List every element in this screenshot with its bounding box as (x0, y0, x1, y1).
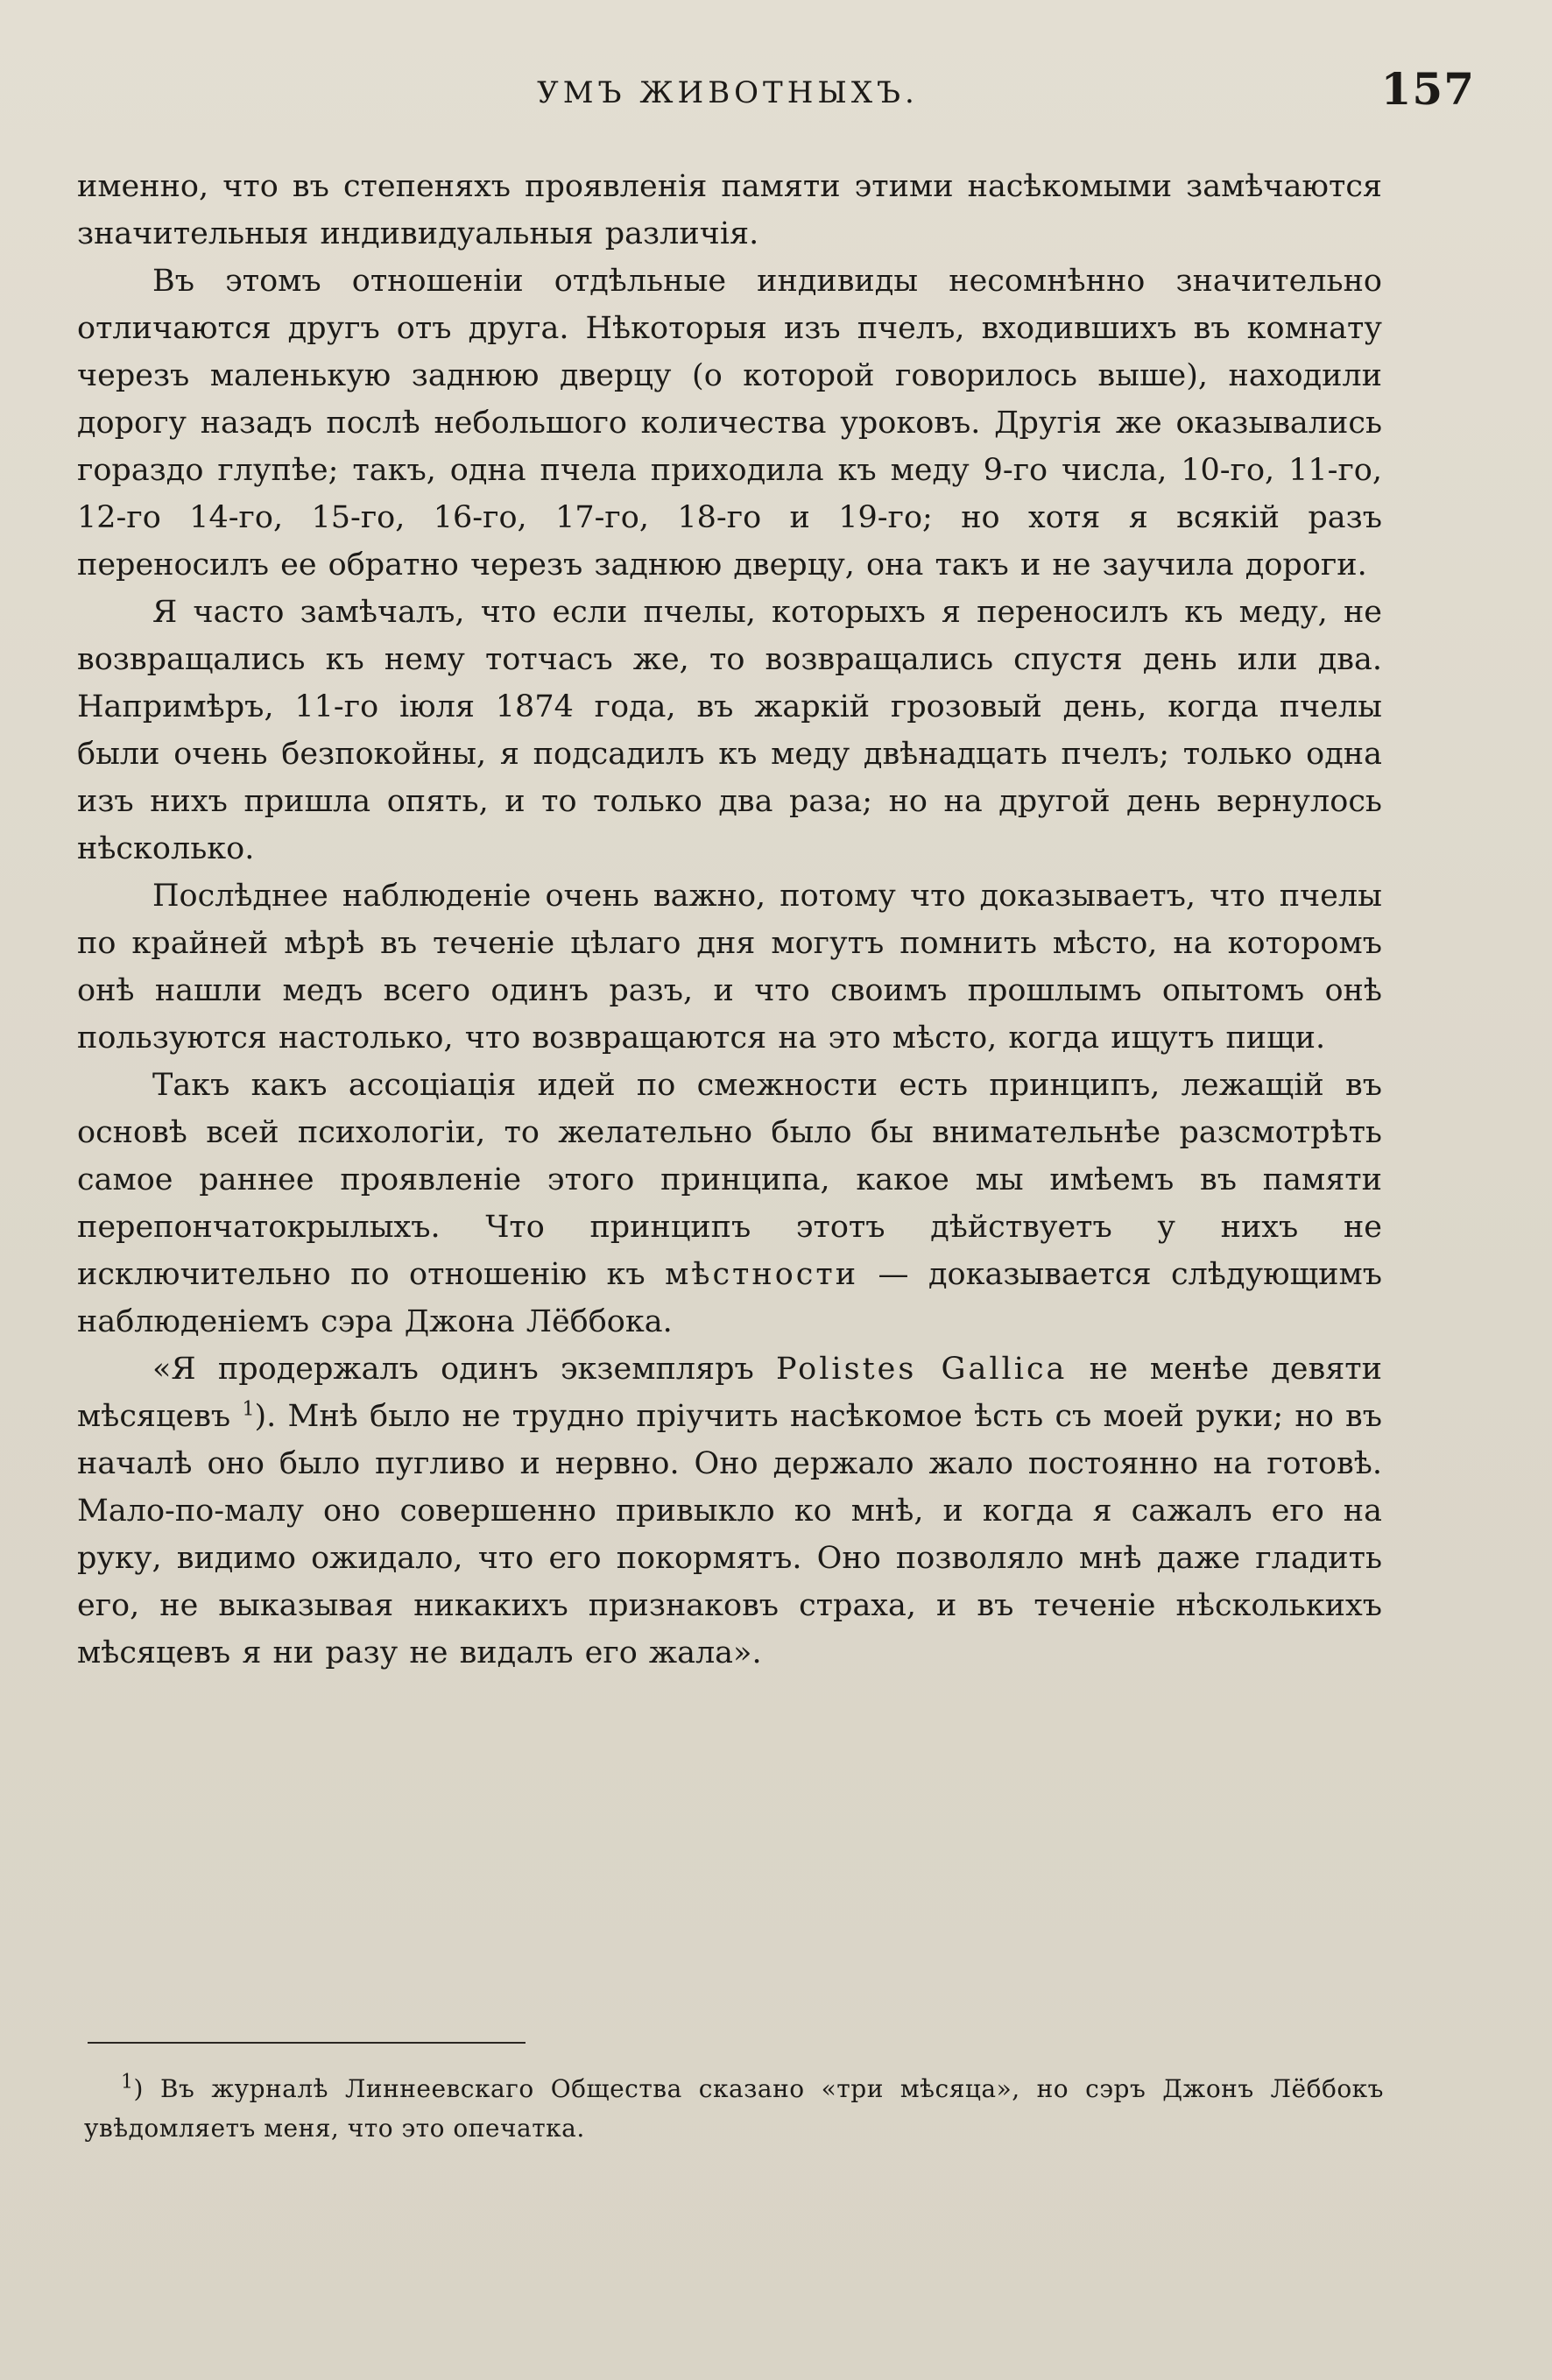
quote-middle: не менѣе девяти мѣсяцевъ (77, 1352, 1382, 1434)
emphasized-word: мѣстности (665, 1257, 859, 1292)
footnote-divider (88, 2042, 526, 2044)
paragraph-5-text-b: — доказывается слѣдующимъ наблюденіемъ сэра Джона Лёббока. (77, 1257, 1382, 1339)
running-head (79, 60, 1475, 130)
paragraph-1: именно, что въ степеняхъ проявленія памяти этими насѣкомыми замѣчаются значительныя индивидуальныя различія. (77, 169, 1382, 251)
paragraph-5-text-a: Такъ какъ ассоціація идей по смежности есть принципъ, лежащій въ основѣ всей психологіи, то желательно было бы внимательнѣе разсмотрѣть самое раннее проявленіе этого принципа, какое мы имѣемъ въ памяти перепончатокрылыхъ. Что принципъ этотъ дѣйствуетъ у нихъ не исключительно по отношенію къ (77, 1068, 1382, 1292)
footnote-reference: 1 (242, 1398, 255, 1421)
species-name: Polistes Gallica (776, 1352, 1068, 1387)
paragraph-6 (77, 1345, 1382, 1677)
paragraph-2: Въ этомъ отношеніи отдѣльные индивиды несомнѣнно значительно отличаются другъ отъ друга. Нѣкоторыя изъ пчелъ, входившихъ въ комнату черезъ маленькую заднюю дверцу (о которой говорилось выше), находили дорогу назадъ послѣ небольшого количества уроковъ. Другія же оказывались гораздо глупѣе; такъ, одна пчела приходила къ меду 9-го числа, 10-го, 11-го, 12-го 14-го, 15-го, 16-го, 17-го, 18-го и 19-го; но хотя я всякій разъ переносилъ ее обратно черезъ заднюю дверцу, она такъ и не заучила дороги. (77, 264, 1382, 583)
footnotes (84, 2069, 1384, 2148)
quote-opening: «Я продержалъ одинъ экземпляръ (152, 1352, 754, 1387)
footnote-1 (84, 2069, 1384, 2148)
footnote-mark: 1 (121, 2071, 134, 2094)
quote-rest: ). Мнѣ было не трудно пріучить насѣкомое ѣсть съ моей руки; но въ началѣ оно было пугливо и нервно. Оно держало жало постоянно на готовѣ. Мало-по-малу оно совершенно привыкло ко мнѣ, и когда я сажалъ его на руку, видимо ожидало, что его покормятъ. Оно позволяло мнѣ даже гладить его, не выказывая никакихъ признаковъ страха, и въ теченіе нѣсколькихъ мѣсяцевъ я ни разу не видалъ его жала». (77, 1399, 1382, 1670)
paragraph-5 (77, 1062, 1382, 1345)
paragraph-4: Послѣднее наблюденіе очень важно, потому что доказываетъ, что пчелы по крайней мѣрѣ въ теченіе цѣлаго дня могутъ помнить мѣсто, на которомъ онѣ нашли медъ всего одинъ разъ, и что своимъ прошлымъ опытомъ онѣ пользуются настолько, что возвращаются на это мѣсто, когда ищутъ пищи. (77, 879, 1382, 1056)
body-text (77, 163, 1382, 1677)
page-number: 157 (1380, 63, 1475, 115)
footnote-text: ) Въ журналѣ Линнеевскаго Общества сказано «три мѣсяца», но сэръ Джонъ Лёббокъ увѣдомляетъ меня, что это опечатка. (84, 2074, 1384, 2143)
running-title: УМЪ ЖИВОТНЫХЪ. (537, 75, 919, 110)
paragraph-3: Я часто замѣчалъ, что если пчелы, которыхъ я переносилъ къ меду, не возвращались къ нему тотчасъ же, то возвращались спустя день или два. Напримѣръ, 11-го іюля 1874 года, въ жаркій грозовый день, когда пчелы были очень безпокойны, я подсадилъ къ меду двѣнадцать пчелъ; только одна изъ нихъ пришла опять, и то только два раза; но на другой день вернулось нѣсколько. (77, 595, 1382, 866)
